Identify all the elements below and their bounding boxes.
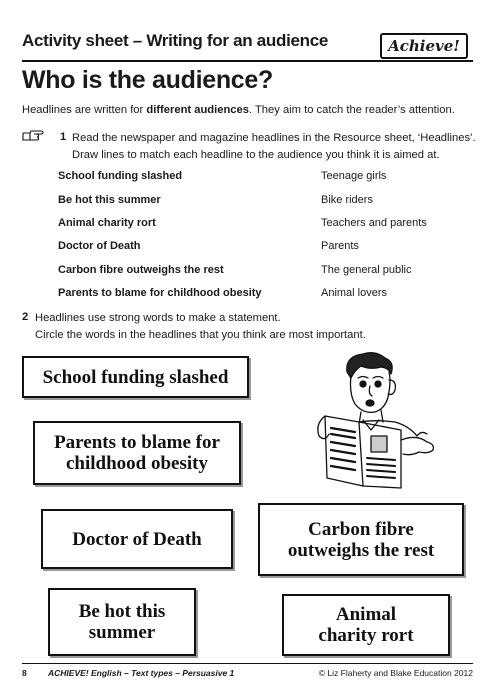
audience-item[interactable]: Animal lovers [321, 287, 388, 299]
headline-box-line: Doctor of Death [72, 528, 202, 550]
headline-box-line: Parents to blame for [54, 432, 220, 453]
question-2-number: 2 [22, 311, 29, 323]
question-2-line-2: Circle the words in the headlines that you think are most important. [35, 329, 366, 341]
headline-box-line: School funding slashed [42, 366, 229, 388]
question-1-line-2: Draw lines to match each headline to the audience you think it is aimed at. [72, 149, 440, 161]
headline-box-line: summer [88, 622, 156, 643]
headline-box-line: Be hot this [78, 601, 166, 622]
pointing-hand-icon [22, 128, 44, 142]
headline-box-line: charity rort [318, 625, 414, 646]
headline-box[interactable] [22, 356, 249, 398]
headline-item[interactable]: Doctor of Death [58, 240, 141, 252]
achieve-badge: Achieve! [380, 33, 468, 59]
headline-item[interactable]: School funding slashed [58, 170, 183, 182]
headline-box[interactable] [48, 588, 196, 656]
headline-item[interactable]: Carbon fibre outweighs the rest [58, 264, 224, 276]
boy-reading-newspaper-icon [305, 350, 440, 490]
headline-box-line: Carbon fibre [308, 518, 414, 540]
question-1-line-1: Read the newspaper and magazine headlines in the Resource sheet, ‘Headlines’. [72, 132, 476, 144]
series-title: ACHIEVE! English – Text types – Persuasive 1 [48, 668, 235, 678]
headline-box-line: outweighs the rest [287, 539, 435, 561]
headline-box[interactable] [33, 421, 241, 485]
headline-item[interactable]: Be hot this summer [58, 194, 161, 206]
footer-rule [22, 663, 473, 664]
headline-box[interactable] [258, 503, 464, 576]
intro-text-end: . They aim to catch the reader’s attention. [248, 104, 455, 116]
copyright-text: © Liz Flaherty and Blake Education 2012 [318, 668, 473, 678]
headline-item[interactable]: Animal charity rort [58, 217, 156, 229]
intro-text [22, 104, 482, 116]
question-2-line-1: Headlines use strong words to make a statement. [35, 312, 281, 324]
headline-box[interactable] [41, 509, 233, 569]
headline-box-line: Animal [335, 604, 397, 625]
audience-item[interactable]: Teachers and parents [321, 217, 427, 229]
intro-text-start: Headlines are written for [22, 104, 147, 116]
audience-item[interactable]: Teenage girls [321, 170, 387, 182]
question-1-number: 1 [60, 131, 67, 143]
audience-item[interactable]: Bike riders [321, 194, 373, 206]
header-rule [22, 60, 473, 62]
headline-box-line: childhood obesity [65, 453, 208, 474]
audience-item[interactable]: The general public [321, 264, 412, 276]
headline-item[interactable]: Parents to blame for childhood obesity [58, 287, 262, 299]
intro-text-bold: different audiences [146, 104, 249, 116]
page-number: 8 [22, 668, 27, 678]
audience-item[interactable]: Parents [321, 240, 359, 252]
headline-box[interactable] [282, 594, 450, 656]
sheet-header-title: Activity sheet – Writing for an audience [22, 31, 329, 50]
page-title: Who is the audience? [22, 66, 273, 94]
